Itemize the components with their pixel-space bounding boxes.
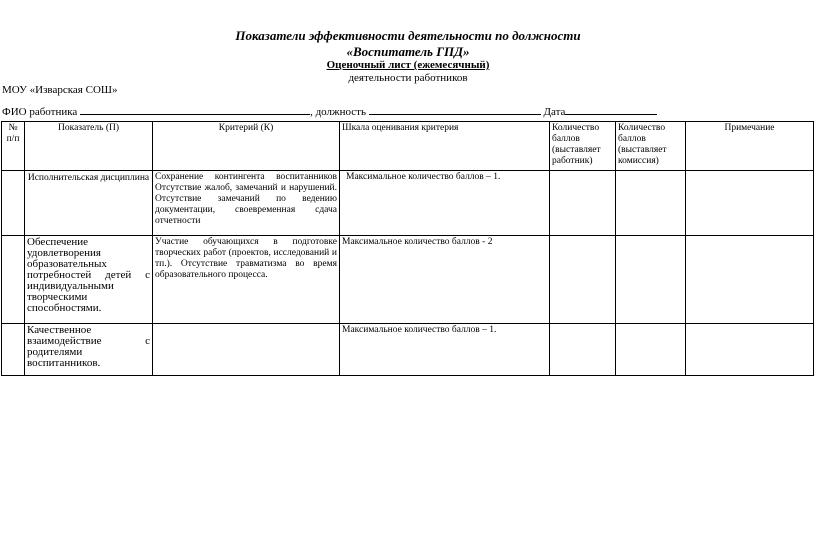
criterion-cell: Участие обучающихся в подготовке творческих работ (проектов, исследований и тп.). Отсутствие травматизма во время образовательного процесса. xyxy=(153,236,340,324)
row-num-cell[interactable] xyxy=(2,171,25,236)
fio-blank[interactable] xyxy=(80,103,310,115)
table-row xyxy=(2,324,814,376)
indicator-cell: Качественное взаимодействие с родителями воспитанников. xyxy=(25,324,153,376)
date-blank[interactable] xyxy=(565,103,657,115)
scale-cell: Максимальное количество баллов – 1. xyxy=(340,324,550,376)
position-title: «Воспитатель ГПД» xyxy=(346,44,470,59)
criterion-cell[interactable] xyxy=(153,324,340,376)
table-row xyxy=(2,236,814,324)
table-row xyxy=(2,171,814,236)
scale-cell: Максимальное количество баллов – 1. xyxy=(340,171,550,236)
indicator-cell: Исполнительская дисциплина xyxy=(25,171,153,236)
scale-cell: Максимальное количество баллов - 2 xyxy=(340,236,550,324)
score-worker-cell[interactable] xyxy=(550,324,616,376)
evaluation-table xyxy=(1,121,814,376)
header-note: Примечание xyxy=(686,122,814,171)
header-indicator: Показатель (П) xyxy=(25,122,153,171)
document-title: Показатели эффективности деятельности по должности xyxy=(235,28,581,43)
criterion-cell: Сохранение контингента воспитанников Отсутствие жалоб, замечаний и нарушений. Отсутствие замечаний по ведению документации, своевременная сдача отчетности xyxy=(153,171,340,236)
header-score-commission: Количество баллов (выставляет комиссия) xyxy=(616,122,686,171)
note-cell[interactable] xyxy=(686,324,814,376)
fio-label: ФИО работника xyxy=(2,106,78,118)
score-commission-cell[interactable] xyxy=(616,171,686,236)
sheet-title: Оценочный лист (ежемесячный) xyxy=(326,59,490,71)
header-num: № п/п xyxy=(2,122,25,171)
note-cell[interactable] xyxy=(686,171,814,236)
sheet-subtitle: деятельности работников xyxy=(348,72,468,84)
date-label: Дата xyxy=(543,106,566,118)
position-label: , должность xyxy=(310,106,366,118)
row-num-cell[interactable] xyxy=(2,236,25,324)
header-criterion: Критерий (К) xyxy=(153,122,340,171)
score-worker-cell[interactable] xyxy=(550,171,616,236)
header-score-worker: Количество баллов (выставляет работник) xyxy=(550,122,616,171)
score-commission-cell[interactable] xyxy=(616,236,686,324)
header-scale: Шкала оценивания критерия xyxy=(340,122,550,171)
position-blank[interactable] xyxy=(369,103,541,115)
table-header-row xyxy=(2,122,814,171)
fio-line xyxy=(2,103,657,118)
score-commission-cell[interactable] xyxy=(616,324,686,376)
school-name: МОУ «Изварская СОШ» xyxy=(2,84,118,96)
indicator-cell: Обеспечение удовлетворения образовательных потребностей детей с индивидуальными творческими способностями. xyxy=(25,236,153,324)
row-num-cell[interactable] xyxy=(2,324,25,376)
score-worker-cell[interactable] xyxy=(550,236,616,324)
note-cell[interactable] xyxy=(686,236,814,324)
